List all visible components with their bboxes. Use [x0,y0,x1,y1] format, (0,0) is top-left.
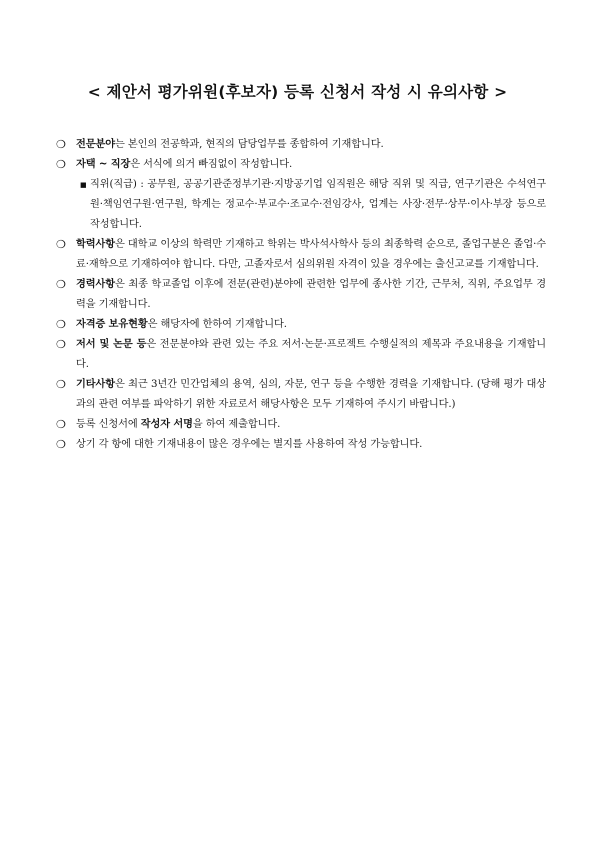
item-keyword: 자격증 보유현황 [76,319,148,330]
list-item-education [56,235,546,275]
item-text: 은 서식에 의거 빠짐없이 작성합니다. [130,159,293,170]
item-text: 은 최종 학교졸업 이후에 전문(관련)분야에 관련한 업무에 종사한 기간, 근무처, 직위, 주요업무 경력을 기재합니다. [76,279,546,310]
sub-item-position [56,175,546,235]
list-item-specialty [56,135,546,155]
list-item-other [56,375,546,415]
list-item-attachment [56,435,546,455]
circle-bullet-icon: ❍ [56,138,66,151]
circle-bullet-icon: ❍ [56,418,66,431]
circle-bullet-icon: ❍ [56,338,66,351]
item-keyword: 작성자 서명 [140,419,193,430]
item-keyword: 기타사항 [76,379,115,390]
list-item-career [56,275,546,315]
item-text: 은 해당자에 한하여 기재합니다. [147,319,287,330]
item-text: 상기 각 항에 대한 기재내용이 많은 경우에는 별지를 사용하여 작성 가능합니다. [76,439,423,450]
guideline-list [56,135,546,455]
circle-bullet-icon: ❍ [56,318,66,331]
list-item-certificates [56,315,546,335]
list-item-address [56,155,546,175]
circle-bullet-icon: ❍ [56,378,66,391]
square-bullet-icon: ■ [80,181,87,189]
circle-bullet-icon: ❍ [56,278,66,291]
circle-bullet-icon: ❍ [56,238,66,251]
item-text: 은 대학교 이상의 학력만 기재하고 학위는 박사석사학사 등의 최종학력 순으로, 졸업구분은 졸업·수료·재학으로 기재하여야 합니다. 다만, 고졸자로서 심의위원 자격이 있을 경우에는 출신고교를 기재합니다. [76,239,546,270]
item-keyword: 학력사항 [76,239,115,250]
item-keyword: 전문분야 [76,139,115,150]
item-text: 는 본인의 전공학과, 현직의 담당업무를 종합하여 기재합니다. [114,139,384,150]
list-item-publications [56,335,546,375]
item-text: 을 하여 제출합니다. [192,419,281,430]
item-prefix: 등록 신청서에 [76,419,141,430]
item-keyword: 경력사항 [76,279,115,290]
circle-bullet-icon: ❍ [56,438,66,451]
item-text: 은 최근 3년간 민간업체의 용역, 심의, 자문, 연구 등을 수행한 경력을 기재합니다. (당해 평가 대상과의 관련 여부를 파악하기 위한 자료로서 해당사항은 모두 기재하여 주시기 바랍니다.) [76,379,546,410]
list-item-signature [56,415,546,435]
sub-item-text: 직위(직급) : 공무원, 공공기관준정부기관·지방공기업 임직원은 해당 직위 및 직급, 연구기관은 수석연구원·책임연구원·연구원, 학계는 정교수·부교수·조교수·전임강사, 업계는 사장·전무·상무·이사·부장 등으로 작성합니다. [90,179,546,230]
circle-bullet-icon: ❍ [56,158,66,171]
item-keyword: 자택 ~ 직장 [76,159,131,170]
item-text: 은 전문분야와 관련 있는 주요 저서·논문·프로젝트 수행실적의 제목과 주요내용을 기재합니다. [76,339,546,370]
item-keyword: 저서 및 논문 등 [76,339,147,350]
page-title: < 제안서 평가위원(후보자) 등록 신청서 작성 시 유의사항 > [87,83,508,101]
